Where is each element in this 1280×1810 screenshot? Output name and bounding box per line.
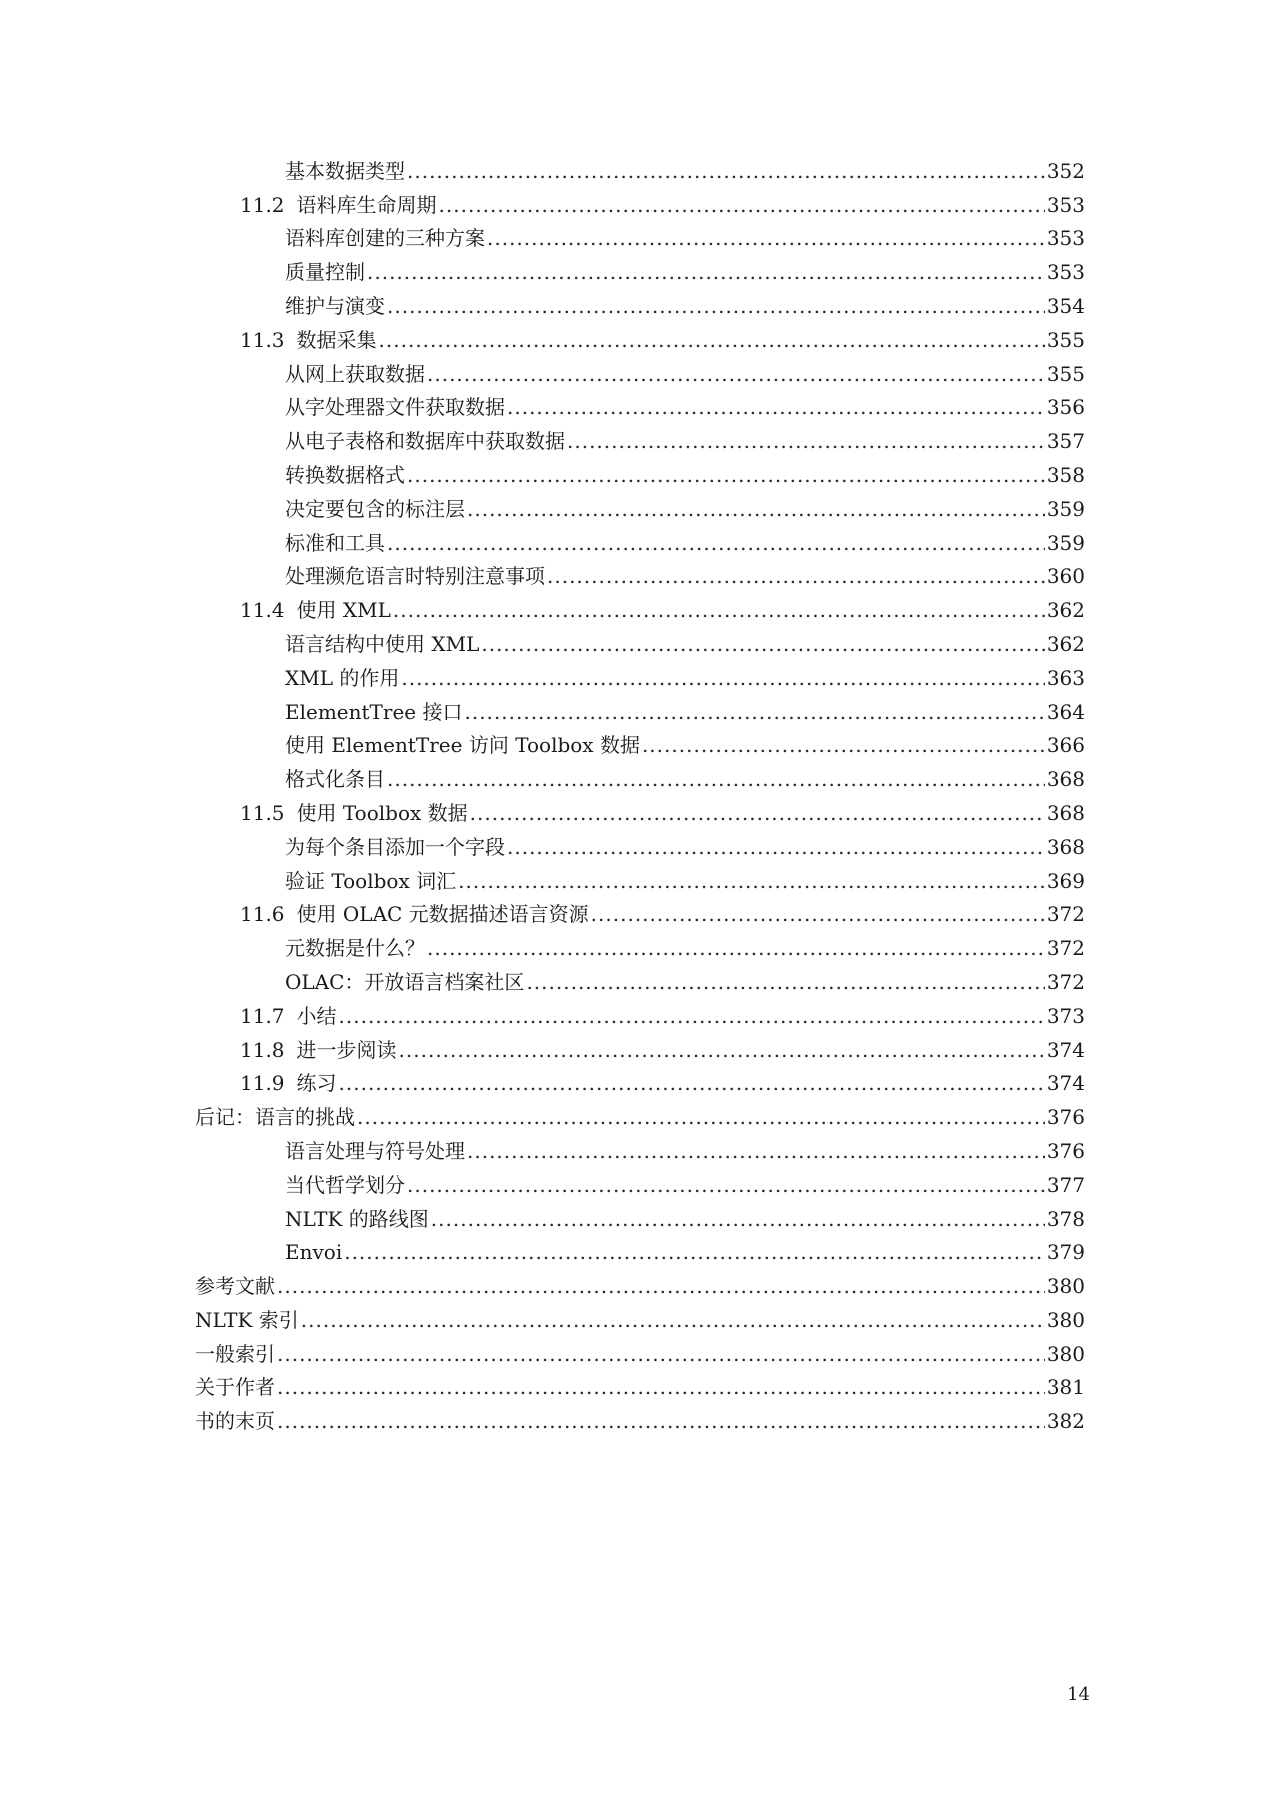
toc-entry-page: 353: [1046, 226, 1085, 251]
toc-entry-number: 11.6: [240, 902, 285, 927]
toc-leader-dots: [567, 429, 1045, 453]
toc-entry[interactable]: [0, 1071, 1280, 1105]
toc-leader-dots: [427, 936, 1045, 960]
toc-entry-page: 363: [1046, 665, 1085, 690]
toc-entry-page: 378: [1046, 1206, 1085, 1231]
toc-entry-page: 374: [1046, 1037, 1085, 1062]
toc-entry[interactable]: [0, 699, 1280, 733]
toc-entry-title: OLAC：开放语言档案社区: [285, 969, 525, 994]
toc-entry[interactable]: [0, 935, 1280, 969]
toc-entry[interactable]: [0, 1240, 1280, 1274]
toc-entry-page: 368: [1046, 800, 1085, 825]
toc-entry-title: 为每个条目添加一个字段: [285, 834, 505, 859]
toc-entry[interactable]: [0, 327, 1280, 361]
toc-entry[interactable]: [0, 1408, 1280, 1442]
toc-entry-number: 11.8: [240, 1037, 285, 1062]
toc-entry-title: 使用 OLAC 元数据描述语言资源: [296, 902, 589, 927]
toc-leader-dots: [642, 733, 1045, 757]
toc-entry[interactable]: [0, 733, 1280, 767]
toc-entry-title: 数据采集: [296, 327, 377, 352]
toc-entry-title: 关于作者: [195, 1375, 275, 1400]
toc-leader-dots: [547, 564, 1045, 588]
toc-entry-page: 357: [1046, 429, 1085, 454]
toc-entry-page: 354: [1046, 293, 1085, 318]
toc-entry-title: 标准和工具: [285, 530, 385, 555]
toc-leader-dots: [301, 1308, 1045, 1332]
toc-leader-dots: [277, 1342, 1045, 1366]
toc-entry-page: 374: [1046, 1071, 1085, 1096]
page-number: 14: [1067, 1684, 1090, 1705]
toc-entry[interactable]: [0, 766, 1280, 800]
toc-entry-title: 参考文献: [195, 1274, 275, 1299]
toc-leader-dots: [431, 1207, 1045, 1231]
toc-entry-title: Envoi: [285, 1240, 343, 1265]
toc-entry-title: 语料库创建的三种方案: [285, 226, 485, 251]
toc-leader-dots: [399, 1038, 1045, 1062]
toc-entry-number: 11.9: [240, 1071, 285, 1096]
toc-entry-title: 语言结构中使用 XML: [285, 631, 480, 656]
toc-entry[interactable]: [0, 496, 1280, 530]
toc-leader-dots: [487, 226, 1045, 250]
toc-leader-dots: [507, 835, 1045, 859]
toc-leader-dots: [407, 463, 1045, 487]
toc-entry-page: 353: [1046, 192, 1085, 217]
toc-entry[interactable]: [0, 259, 1280, 293]
toc-entry[interactable]: [0, 158, 1280, 192]
toc-entry-number: 11.4: [240, 598, 285, 623]
toc-entry-title: 从字处理器文件获取数据: [285, 395, 505, 420]
toc-entry-page: 359: [1046, 530, 1085, 555]
toc-entry[interactable]: [0, 428, 1280, 462]
toc-leader-dots: [387, 531, 1045, 555]
toc-leader-dots: [277, 1274, 1045, 1298]
toc-entry-number: 11.3: [240, 327, 285, 352]
toc-leader-dots: [507, 395, 1045, 419]
toc-entry-page: 364: [1046, 699, 1085, 724]
toc-leader-dots: [464, 700, 1044, 724]
toc-entry-title: 决定要包含的标注层: [285, 496, 465, 521]
toc-entry-page: 366: [1046, 733, 1085, 758]
toc-leader-dots: [458, 869, 1045, 893]
toc-entry-page: 379: [1046, 1240, 1085, 1265]
toc-entry[interactable]: [0, 631, 1280, 665]
toc-entry-page: 376: [1046, 1105, 1085, 1130]
toc-entry-page: 381: [1046, 1375, 1085, 1400]
toc-entry-title: NLTK 索引: [195, 1307, 299, 1332]
toc-entry[interactable]: [0, 361, 1280, 395]
toc-entry[interactable]: [0, 834, 1280, 868]
toc-leader-dots: [387, 767, 1045, 791]
toc-entry-title: 基本数据类型: [285, 158, 405, 183]
toc-leader-dots: [357, 1105, 1045, 1129]
toc-entry-page: 355: [1046, 327, 1085, 352]
toc-entry-title: 格式化条目: [285, 767, 385, 792]
toc-entry-page: 362: [1046, 631, 1085, 656]
toc-entry-number: 11.7: [240, 1003, 285, 1028]
toc-entry-title: 小结: [296, 1003, 337, 1028]
toc-entry-number: 11.5: [240, 800, 285, 825]
toc-leader-dots: [277, 1375, 1045, 1399]
toc-entry-page: 359: [1046, 496, 1085, 521]
toc-entry-title: 从电子表格和数据库中获取数据: [285, 429, 565, 454]
toc-entry[interactable]: [0, 597, 1280, 631]
toc-entry-title: 元数据是什么？: [285, 936, 425, 961]
toc-entry-title: NLTK 的路线图: [285, 1206, 429, 1231]
toc-entry[interactable]: [0, 1273, 1280, 1307]
toc-entry[interactable]: [0, 868, 1280, 902]
toc-leader-dots: [591, 902, 1045, 926]
toc-entry[interactable]: [0, 395, 1280, 429]
toc-entry-title: XML 的作用: [285, 665, 400, 690]
toc-entry-page: 380: [1046, 1307, 1085, 1332]
toc-entry-page: 369: [1046, 868, 1085, 893]
toc-leader-dots: [526, 970, 1044, 994]
toc-entry-page: 358: [1046, 462, 1085, 487]
toc-entry[interactable]: [0, 1037, 1280, 1071]
toc-entry[interactable]: [0, 1341, 1280, 1375]
toc-entry[interactable]: [0, 902, 1280, 936]
toc-entry-title: 进一步阅读: [296, 1037, 397, 1062]
toc-entry-title: 书的末页: [195, 1409, 275, 1434]
toc-entry-title: 使用 ElementTree 访问 Toolbox 数据: [285, 733, 640, 758]
toc-leader-dots: [467, 1139, 1045, 1163]
toc-leader-dots: [344, 1240, 1045, 1264]
toc-entry[interactable]: [0, 1206, 1280, 1240]
toc-entry-page: 352: [1046, 158, 1085, 183]
toc-leader-dots: [393, 598, 1045, 622]
toc-entry-page: 373: [1046, 1003, 1085, 1028]
toc-entry-title: 维护与演变: [285, 293, 385, 318]
toc-entry-page: 356: [1046, 395, 1085, 420]
toc-leader-dots: [367, 260, 1045, 284]
toc-leader-dots: [427, 362, 1045, 386]
toc-entry-title: ElementTree 接口: [285, 699, 463, 724]
toc-leader-dots: [379, 328, 1045, 352]
toc-entry-title: 后记：语言的挑战: [195, 1105, 355, 1130]
toc-entry[interactable]: [0, 1138, 1280, 1172]
toc-entry-title: 语言处理与符号处理: [285, 1138, 465, 1163]
toc-entry[interactable]: [0, 969, 1280, 1003]
toc-entry-page: 362: [1046, 598, 1085, 623]
toc-entry[interactable]: [0, 1003, 1280, 1037]
toc-entry-page: 372: [1046, 902, 1085, 927]
toc-entry[interactable]: [0, 192, 1280, 226]
toc-leader-dots: [387, 294, 1045, 318]
toc-leader-dots: [407, 159, 1045, 183]
toc-entry-page: 376: [1046, 1138, 1085, 1163]
toc-entry[interactable]: [0, 564, 1280, 598]
toc-entry-page: 380: [1046, 1274, 1085, 1299]
toc-entry[interactable]: [0, 1307, 1280, 1341]
toc-entry-page: 368: [1046, 767, 1085, 792]
toc-entry-title: 处理濒危语言时特别注意事项: [285, 564, 545, 589]
toc-entry-title: 一般索引: [195, 1341, 275, 1366]
toc-entry-title: 验证 Toolbox 词汇: [285, 868, 457, 893]
toc-entry-page: 377: [1046, 1172, 1085, 1197]
toc-leader-dots: [339, 1071, 1045, 1095]
toc-entry-title: 使用 XML: [296, 598, 391, 623]
toc-entry-page: 382: [1046, 1409, 1085, 1434]
toc-entry-title: 练习: [296, 1071, 337, 1096]
toc-entry-page: 368: [1046, 834, 1085, 859]
toc-entry-title: 使用 Toolbox 数据: [296, 800, 468, 825]
toc-entry-page: 353: [1046, 260, 1085, 285]
table-of-contents: [0, 158, 1280, 1442]
toc-entry-page: 360: [1046, 564, 1085, 589]
toc-entry-page: 355: [1046, 361, 1085, 386]
toc-entry-page: 372: [1046, 936, 1085, 961]
toc-entry[interactable]: [0, 1375, 1280, 1409]
toc-entry-page: 380: [1046, 1341, 1085, 1366]
toc-entry[interactable]: [0, 530, 1280, 564]
toc-entry-page: 372: [1046, 969, 1085, 994]
toc-entry-title: 从网上获取数据: [285, 361, 425, 386]
toc-leader-dots: [439, 193, 1045, 217]
toc-leader-dots: [467, 497, 1045, 521]
toc-leader-dots: [470, 801, 1045, 825]
toc-entry[interactable]: [0, 1104, 1280, 1138]
toc-entry[interactable]: [0, 462, 1280, 496]
toc-leader-dots: [277, 1409, 1045, 1433]
toc-leader-dots: [401, 666, 1044, 690]
toc-leader-dots: [481, 632, 1044, 656]
toc-entry-title: 当代哲学划分: [285, 1172, 405, 1197]
toc-entry-title: 质量控制: [285, 260, 365, 285]
toc-leader-dots: [339, 1004, 1045, 1028]
toc-entry-title: 转换数据格式: [285, 462, 405, 487]
toc-entry-number: 11.2: [240, 192, 285, 217]
toc-entry[interactable]: [0, 800, 1280, 834]
toc-entry[interactable]: [0, 293, 1280, 327]
toc-entry[interactable]: [0, 226, 1280, 260]
toc-entry[interactable]: [0, 1172, 1280, 1206]
toc-entry[interactable]: [0, 665, 1280, 699]
toc-entry-title: 语料库生命周期: [296, 192, 437, 217]
toc-leader-dots: [407, 1173, 1045, 1197]
